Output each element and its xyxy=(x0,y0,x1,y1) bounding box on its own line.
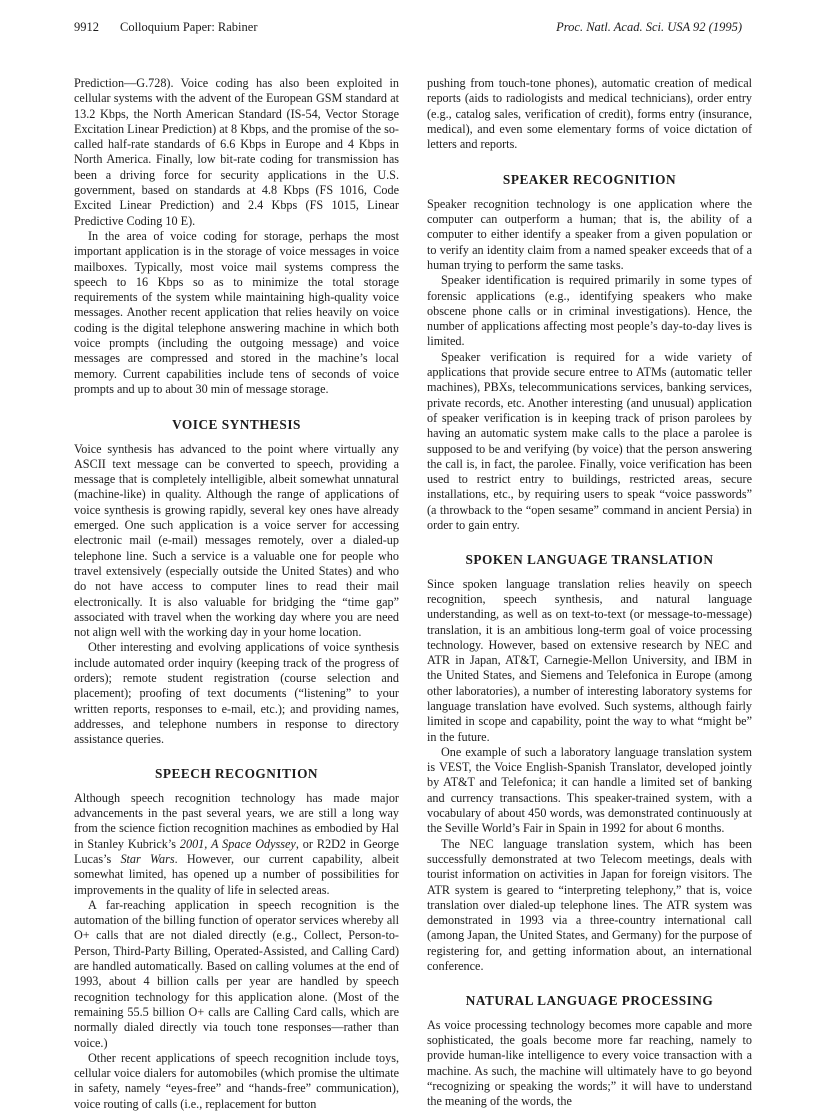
paragraph: Other recent applications of speech recognition include toys, cellular voice dialers for automobiles (which promise the ultimate in safety, namely “eyes-free” and “hands-free” communication), voice routing of calls (i.e., replacement for button xyxy=(74,1050,399,1111)
page-number: 9912 xyxy=(74,20,99,34)
paragraph xyxy=(74,791,399,898)
paragraph: One example of such a laboratory language translation system is VEST, the Voice English-Spanish Translator, developed jointly by AT&T and Telefonica; it can handle a limited set of banking and currency transactions. This speaker-trained system, with a vocabulary of about 450 words, was demonstrated continuously at the Seville World’s Fair in Spain in 1992 for about 6 months. xyxy=(427,744,752,836)
text-run: , or R2D2 in George Lucas’s xyxy=(74,836,399,866)
paragraph: Voice synthesis has advanced to the point where virtually any ASCII text message can be converted to speech, providing a message that is completely intelligible, albeit somewhat unnatural (machine-like) in quality. Although the range of applications of voice synthesis is growing rapidly, several key ones have already emerged. One such application is a voice server for accessing electronic mail (e-mail) messages remotely, over a dialed-up telephone line. Such a service is a valuable one for people who travel extensively (especially outside the United States) and who do not have access to computer lines to read their mail electronically. It is also valuable for bridging the “time gap” associated with travel when the working day where you are need not align well with the working day in your home location. xyxy=(74,441,399,640)
running-title: Colloquium Paper: Rabiner xyxy=(120,20,258,34)
section-heading-speech-recognition: SPEECH RECOGNITION xyxy=(154,766,319,782)
journal-citation: Proc. Natl. Acad. Sci. USA 92 (1995) xyxy=(556,20,742,34)
section-heading-speaker-recognition: SPEAKER RECOGNITION xyxy=(502,172,677,188)
paragraph: Prediction—G.728). Voice coding has also been exploited in cellular systems with the advent of the European GSM standard at 13.2 Kbps, the North American Standard (IS-54, Vector Storage Excitation Linear Prediction) at 8 Kbps, and the promise of the so-called half-rate standards of 6.6 Kbps in Europe and 4 Kbps in North America. Finally, low bit-rate coding for transmission has been a driving force for security applications in the U.S. government, based on standards at 4.8 Kbps (FS 1016, Code Excited Linear Prediction) and 2.4 Kbps (FS 1015, Linear Predictive Coding 10 E). xyxy=(74,76,399,228)
paragraph: Other interesting and evolving applications of voice synthesis include automated order inquiry (keeping track of the progress of orders); remote student registration (course selection and placement); proofing of text documents (“listening” to your written reports, responses to e-mail, etc.); and providing names, addresses, and telephone numbers in response to directory assistance queries. xyxy=(74,640,399,747)
paragraph: pushing from touch-tone phones), automatic creation of medical reports (aids to radiologists and medical technicians), order entry (e.g., catalog sales, verification of credit), forms entry (insurance, medical), and even some elementary forms of voice dictation of letters and reports. xyxy=(427,76,752,152)
right-column xyxy=(427,76,752,1109)
paragraph: Speaker recognition technology is one application where the computer can outperform a human; that is, the ability of a computer to either identify a speaker from a given population or to verify an identity claim from a named speaker exceeds that of a human trying to perform the same tasks. xyxy=(427,196,752,272)
paragraph: In the area of voice coding for storage, perhaps the most important application is in the storage of voice messages in voice mailboxes. Typically, most voice mail systems compress the speech to 16 Kbps so as to minimize the total storage requirements of the system while maintaining high-quality voice messages. Another recent application that relies heavily on voice coding is the digital telephone answering machine in which both voice prompts (including the outgoing message) and voice messages are compressed and stored in the machine’s local memory. Current capabilities include tens of seconds of voice prompts and up to about 30 min of message storage. xyxy=(74,228,399,396)
film-title: 2001, A Space Odyssey xyxy=(179,836,296,851)
paragraph: Speaker identification is required primarily in some types of forensic applications (e.g., identifying speakers who make obscene phone calls or in criminal investigations). Hence, the number of applications affecting most people’s day-to-day lives is limited. xyxy=(427,273,752,349)
left-column xyxy=(74,76,399,1112)
paragraph: Since spoken language translation relies heavily on speech recognition, speech synthesis, and natural language understanding, as well as on text-to-text (or message-to-message) translation, it is an ambitious long-term goal of voice processing technology. However, based on extensive research by NEC and ATR in Japan, AT&T, Carnegie-Mellon University, and IBM in the United States, and Siemens and Telefonica in Europe (among other laboratories), a number of interesting laboratory systems for language translation have evolved. Such systems, although fairly limited in scope and capability, point the way to what “might be” in the future. xyxy=(427,576,752,744)
text-run: . However, our current capability, albeit somewhat limited, has opened up a number of possibilities for improvements in the quality of life in selected areas. xyxy=(74,851,399,897)
section-heading-natural-language-processing: NATURAL LANGUAGE PROCESSING xyxy=(465,993,714,1009)
section-heading-spoken-language-translation: SPOKEN LANGUAGE TRANSLATION xyxy=(465,552,714,568)
section-heading-voice-synthesis: VOICE SYNTHESIS xyxy=(172,417,301,433)
paragraph: A far-reaching application in speech recognition is the automation of the billing function of operator services whereby all O+ calls that are not dialed directly (e.g., Collect, Person-to-Person, Third-Party Billing, Operated-Assisted, and Calling Card) are handled automatically. Based on calling volumes at the end of 1993, about 4 billion calls per year are handled by speech recognition technology for this application alone. (Most of the remaining 55.5 billion O+ calls are Calling Card calls, which are normally dialed directly via touch tone responses—rather than voice.) xyxy=(74,897,399,1050)
running-header xyxy=(74,20,742,38)
film-title: Star Wars xyxy=(120,851,175,866)
paragraph: As voice processing technology becomes more capable and more sophisticated, the goals become more far reaching, namely to provide human-like intelligence to every voice transaction with a machine. As such, the machine will ultimately have to go beyond “recognizing or speaking the words;” it will have to understand the meaning of the words, the xyxy=(427,1017,752,1109)
paragraph: Speaker verification is required for a wide variety of applications that provide secure entree to ATMs (automatic teller machines), PBXs, telecommunications services, banking services, private records, etc. Another interesting (and unusual) application of speaker verification is in keeping track of prison parolees by having an automatic system make calls to the place a parolee is supposed to be and verifying (by voice) that the person answering the call is, in fact, the parolee. Finally, voice verification has been used to restrict entry to buildings, restricted areas, secure installations, etc., by requiring users to speak “voice passwords” (a throwback to the “open sesame” command in ancient Persia) in order to gain entry. xyxy=(427,349,752,533)
paragraph: The NEC language translation system, which has been successfully demonstrated at two Telecom meetings, deals with tourist information on activities in Japan for foreign visitors. The ATR system is geared to “interpreting telephony,” that is, voice translation over dialed-up telephone lines. The ATR system was demonstrated in 1993 via a three-country international call (among Japan, the United States, and Germany) for the purpose of registering for, and getting information about, an international conference. xyxy=(427,836,752,974)
text-run: Although speech recognition technology has made major advancements in the past several years, we are still a long way from the science fiction recognition machines as embodied by Hal in Stanley Kubrick’s xyxy=(74,790,399,851)
